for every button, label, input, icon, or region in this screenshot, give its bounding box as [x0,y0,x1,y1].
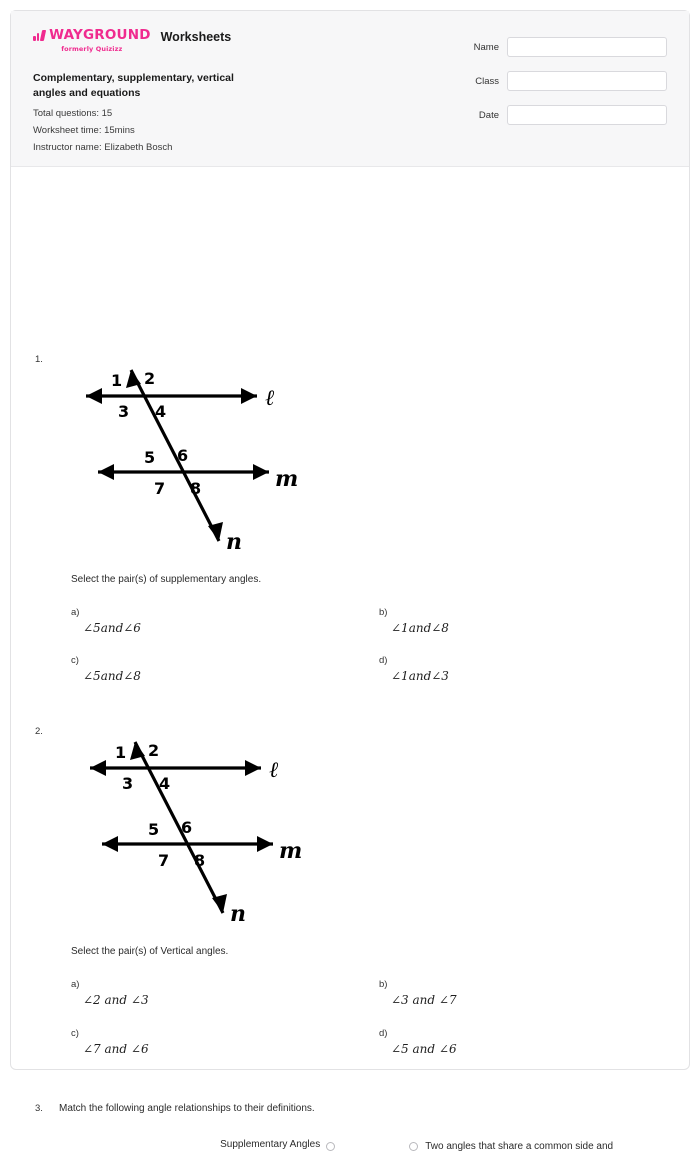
question-2-option-b[interactable] [379,979,457,1007]
line-label-m: m [279,838,303,864]
question-2-option-d[interactable] [379,1028,457,1056]
option-a-letter: a) [71,979,80,990]
question-1-figure [69,353,304,563]
option-c-text: ∠7 and ∠6 [83,1042,149,1056]
option-d-text: ∠1and∠3 [391,669,449,683]
name-label: Name [473,41,499,53]
brand-block [33,29,231,53]
match-term-connector[interactable] [326,1142,335,1151]
instructor-name: Instructor name: Elizabeth Bosch [33,142,173,153]
option-d-text: ∠5 and ∠6 [391,1042,457,1056]
angle-label-1: 1 [115,743,127,762]
line-label-m: m [275,466,299,492]
question-2-prompt: Select the pair(s) of Vertical angles. [71,946,229,957]
question-3-prompt: Match the following angle relationships to their definitions. [59,1103,315,1114]
angle-label-5: 5 [144,448,156,467]
angle-label-8: 8 [194,851,206,870]
angle-label-7: 7 [158,851,170,870]
angle-label-8: 8 [190,479,202,498]
wayground-logo [33,29,151,53]
class-field-row [447,71,667,91]
question-2-option-c[interactable] [71,1028,149,1056]
angle-label-6: 6 [181,818,193,837]
option-b-text: ∠1and∠8 [391,621,449,635]
option-a-text: ∠5and∠6 [83,621,141,635]
angle-label-6: 6 [177,446,189,465]
option-a-letter: a) [71,607,80,618]
question-1-prompt: Select the pair(s) of supplementary angles. [71,574,262,585]
worksheet-meta [33,71,333,156]
angle-label-2: 2 [144,369,156,388]
worksheet-time: Worksheet time: 15mins [33,125,135,136]
angle-label-3: 3 [118,402,130,421]
option-c-letter: c) [71,1028,79,1039]
date-label: Date [478,109,499,121]
angle-label-2: 2 [148,741,160,760]
date-field-row [447,105,667,125]
parallel-lines-transversal-diagram [73,725,308,930]
option-d-letter: d) [379,655,388,666]
logo-bars-icon [33,30,46,41]
date-input[interactable] [507,105,667,125]
line-label-n: n [226,529,242,555]
name-input[interactable] [507,37,667,57]
line-label-n: n [230,901,246,927]
option-b-letter: b) [379,607,388,618]
question-1-option-d[interactable] [379,655,449,683]
match-definition-connector[interactable] [409,1142,418,1151]
option-a-text: ∠2 and ∠3 [83,993,149,1007]
option-b-text: ∠3 and ∠7 [391,993,457,1007]
match-definition: Two angles that share a common side and [425,1141,614,1152]
parallel-lines-transversal-diagram [69,353,304,558]
option-c-text: ∠5and∠8 [83,669,141,683]
angle-label-5: 5 [148,820,160,839]
option-d-letter: d) [379,1028,388,1039]
angle-label-7: 7 [154,479,166,498]
question-1-number: 1. [35,354,43,365]
logo-wordmark: WAYGROUND [49,27,151,43]
option-b-letter: b) [379,979,388,990]
question-1-option-a[interactable] [71,607,141,635]
class-label: Class [475,75,499,87]
question-2-number: 2. [35,726,43,737]
total-questions: Total questions: 15 [33,108,113,119]
angle-label-4: 4 [159,774,171,793]
class-input[interactable] [507,71,667,91]
line-label-l: ℓ [269,758,279,783]
match-term: Supplementary Angles [220,1139,321,1150]
student-info-fields [447,37,667,139]
question-1-option-c[interactable] [71,655,141,683]
option-c-letter: c) [71,655,79,666]
match-row [23,1139,663,1154]
angle-label-4: 4 [155,402,167,421]
name-field-row [447,37,667,57]
question-3-number: 3. [35,1103,43,1114]
question-2-option-a[interactable] [71,979,149,1007]
angle-label-1: 1 [111,371,123,390]
worksheet-header [11,11,689,167]
angle-label-3: 3 [122,774,134,793]
brand-product-title: Worksheets [160,30,232,44]
logo-tagline: formerly Quizizz [61,44,123,53]
question-1-option-b[interactable] [379,607,449,635]
question-2-figure [73,725,308,935]
worksheet-title: Complementary, supplementary, vertical angles and equations [33,72,234,99]
worksheet-page [10,10,690,1152]
line-label-l: ℓ [265,386,275,411]
